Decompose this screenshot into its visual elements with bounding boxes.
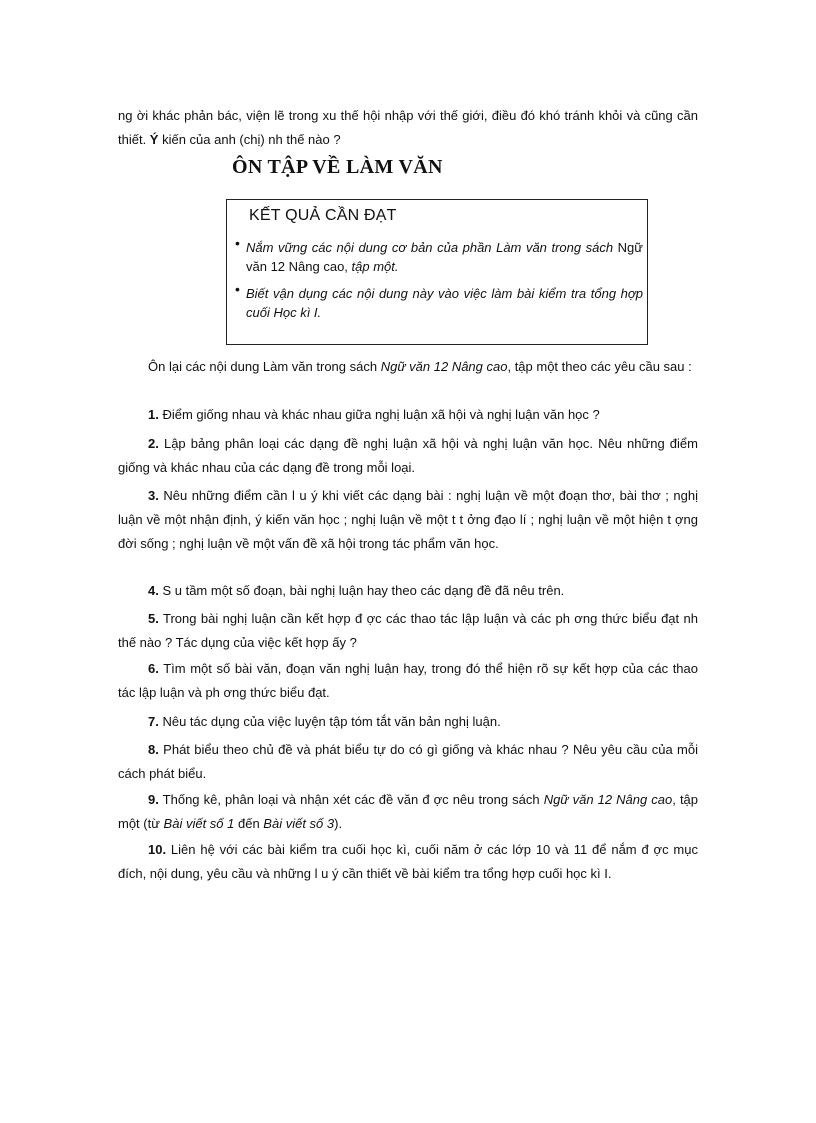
question-6	[118, 657, 698, 705]
question-text: đến	[234, 816, 264, 831]
intro-bold-text: Ý	[149, 132, 159, 147]
goal-item-2	[235, 281, 643, 322]
page-title: ÔN TẬP VỀ LÀM VĂN	[232, 156, 443, 178]
question-italic: Bài viết số 3	[263, 816, 335, 831]
lead-italic: Ngữ văn 12 Nâng cao	[380, 359, 508, 374]
question-number: 9.	[148, 792, 159, 807]
question-text: Nêu những điểm cần l u ý khi viết các dạng bài : nghị luận về một đoạn thơ, bài thơ ; nghị luận về một nhận định, ý kiến văn học ; nghị luận về một t t ởng đạo lí ; nghị luận về một hiện t ợng đời sống ; nghị luận về một vấn đề xã hội trong tác phẩm văn học.	[118, 488, 698, 551]
goal-2-text: Biết vận dụng các nội dung này vào việc làm bài kiểm tra tổng hợp cuối Học kì I.	[246, 286, 643, 320]
question-text: Trong bài nghị luận cần kết hợp đ ợc các thao tác lập luận và các ph ơng thức biểu đạt nh thế nào ? Tác dụng của việc kết hợp ấy ?	[118, 611, 698, 650]
question-text: S u tầm một số đoạn, bài nghị luận hay theo các dạng đề đã nêu trên.	[158, 583, 565, 598]
goals-box	[226, 199, 648, 345]
question-8	[118, 738, 698, 786]
question-3	[118, 484, 698, 556]
bullet-icon: •	[235, 281, 240, 297]
question-text: Thống kê, phân loại và nhận xét các đề văn đ ợc nêu trong sách	[158, 792, 544, 807]
question-text: Tìm một số bài văn, đoạn văn nghị luận hay, trong đó thể hiện rõ sự kết hợp của các thao tác lập luận và ph ơng thức biểu đạt.	[118, 661, 698, 700]
lead-text-end: , tập một theo các yêu cầu sau :	[507, 359, 692, 374]
goal-item-1	[235, 235, 643, 276]
question-5	[118, 607, 698, 655]
question-2	[118, 432, 698, 480]
intro-text: ng ời khác phản bác, viện lẽ trong xu thế hội nhập với thế giới, điều đó khó tránh khỏi và cũng cần thiết.	[118, 108, 698, 147]
question-text: Phát biểu theo chủ đề và phát biểu tự do có gì giống và khác nhau ? Nêu yêu cầu của mỗi cách phát biểu.	[118, 742, 698, 781]
lead-text: Ôn lại các nội dung Làm văn trong sách	[148, 359, 381, 374]
question-text: Điểm giống nhau và khác nhau giữa nghị luận xã hội và nghị luận văn học ?	[158, 407, 600, 422]
question-number: 3.	[148, 488, 159, 503]
question-10	[118, 838, 698, 886]
question-4	[118, 579, 698, 603]
question-number: 8.	[148, 742, 159, 757]
question-text: , tập một (từ	[118, 792, 699, 831]
intro-paragraph	[118, 104, 698, 152]
question-number: 5.	[148, 611, 159, 626]
question-text: Lập bảng phân loại các dạng đề nghị luận xã hội và nghị luận văn học. Nêu những điểm giống và khác nhau của các dạng đề trong mỗi loại.	[118, 436, 698, 475]
question-italic: Bài viết số 1	[163, 816, 235, 831]
goal-1-normal: Ngữ văn 12 Nâng cao,	[246, 240, 643, 274]
question-number: 6.	[148, 661, 159, 676]
question-number: 10.	[148, 842, 167, 857]
question-text: ).	[334, 816, 343, 831]
question-9	[118, 788, 698, 836]
bullet-icon: •	[235, 235, 240, 251]
question-text: Liên hệ với các bài kiểm tra cuối học kì, cuối năm ở các lớp 10 và 11 để nắm đ ợc mục đích, nội dung, yêu cầu và những l u ý cần thiết về bài kiểm tra tổng hợp cuối học kì I.	[118, 842, 698, 881]
question-number: 4.	[148, 583, 159, 598]
intro-text-end: kiến của anh (chị) nh thế nào ?	[158, 132, 341, 147]
question-italic: Ngữ văn 12 Nâng cao	[543, 792, 673, 807]
question-7	[118, 710, 698, 734]
question-text: Nêu tác dụng của việc luyện tập tóm tắt văn bản nghị luận.	[158, 714, 501, 729]
lead-paragraph	[118, 355, 698, 379]
goal-1-italic-end: tập một.	[351, 259, 399, 274]
question-number: 1.	[148, 407, 159, 422]
goals-box-title: KẾT QUẢ CẦN ĐẠT	[249, 207, 397, 224]
question-1	[118, 403, 698, 427]
goal-1-italic: Nắm vững các nội dung cơ bản của phần Làm văn trong sách	[246, 240, 614, 255]
question-number: 7.	[148, 714, 159, 729]
question-number: 2.	[148, 436, 159, 451]
